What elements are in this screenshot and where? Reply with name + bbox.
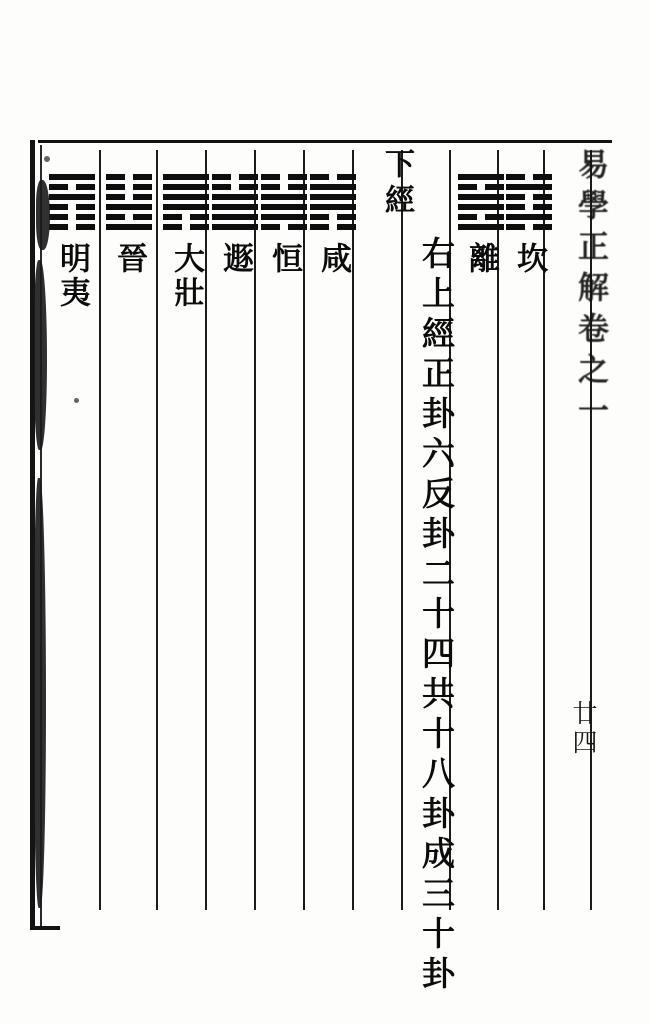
hexagram-entry (103, 172, 155, 276)
ink-smudge (34, 478, 46, 908)
yang-line (458, 174, 504, 180)
yang-line (106, 204, 152, 210)
ink-speck (74, 398, 79, 403)
hexagram-name: 明夷 (54, 242, 90, 310)
yin-line (49, 184, 95, 190)
hexagram-figure (212, 172, 258, 234)
yang-line (506, 214, 552, 220)
hexagram-entry (209, 172, 261, 276)
yang-line (163, 174, 209, 180)
yin-line (106, 174, 152, 180)
ink-smudge (36, 180, 50, 250)
yang-line (261, 194, 307, 200)
yang-line (212, 224, 258, 230)
yang-line (261, 204, 307, 210)
hexagram-figure (49, 172, 95, 234)
column-rule-10 (156, 150, 158, 910)
hexagram-entry (455, 172, 507, 276)
hexagram-entry (503, 172, 555, 276)
yin-line (106, 184, 152, 190)
yin-line (261, 174, 307, 180)
yang-line (212, 194, 258, 200)
column-rule-11 (99, 150, 101, 910)
yin-line (163, 214, 209, 220)
spine-title: 易學正解卷之一 (572, 148, 608, 435)
hexagram-name: 坎 (511, 242, 547, 276)
yin-line (106, 194, 152, 200)
column-rule-5 (401, 150, 403, 910)
yang-line (49, 194, 95, 200)
yin-line (261, 184, 307, 190)
hexagram-name: 遯 (217, 242, 253, 276)
yin-line (506, 204, 552, 210)
yang-line (310, 194, 356, 200)
frame-bottom-rule (30, 926, 60, 930)
hexagram-entry (46, 172, 98, 310)
yin-line (506, 174, 552, 180)
ink-speck (44, 156, 50, 162)
hexagram-name: 咸 (315, 242, 351, 276)
yang-line (163, 184, 209, 190)
hexagram-name: 離 (463, 242, 499, 276)
yang-line (458, 204, 504, 210)
yang-line (212, 204, 258, 210)
yang-line (163, 204, 209, 210)
hexagram-name: 大壯 (168, 242, 204, 310)
folio-number: 廿四 (569, 700, 598, 758)
hexagram-figure (506, 172, 552, 234)
hexagram-name: 晉 (111, 242, 147, 276)
hexagram-entry (258, 172, 310, 276)
yang-line (506, 184, 552, 190)
yin-line (49, 224, 95, 230)
section-heading: 下經 (379, 148, 414, 220)
hexagram-figure (163, 172, 209, 234)
yin-line (310, 174, 356, 180)
yin-line (458, 214, 504, 220)
hexagram-figure (310, 172, 356, 234)
yin-line (212, 174, 258, 180)
yang-line (163, 194, 209, 200)
hexagram-figure (458, 172, 504, 234)
yin-line (506, 224, 552, 230)
yin-line (506, 194, 552, 200)
yin-line (49, 204, 95, 210)
yin-line (458, 184, 504, 190)
hexagram-entry (307, 172, 359, 276)
yin-line (49, 214, 95, 220)
yang-line (212, 214, 258, 220)
hexagram-figure (106, 172, 152, 234)
yin-line (163, 224, 209, 230)
yang-line (49, 174, 95, 180)
yin-line (310, 224, 356, 230)
frame-top-rule (38, 140, 612, 143)
annotation-text: 右上經正卦六反卦二十四共十八卦成三十卦 (417, 236, 456, 996)
yang-line (310, 204, 356, 210)
hexagram-name: 恒 (266, 242, 302, 276)
hexagram-entry (160, 172, 212, 310)
yang-line (458, 194, 504, 200)
hexagram-figure (261, 172, 307, 234)
yin-line (212, 184, 258, 190)
yang-line (261, 214, 307, 220)
yang-line (458, 224, 504, 230)
yin-line (106, 214, 152, 220)
yang-line (310, 184, 356, 190)
yin-line (310, 214, 356, 220)
yang-line (106, 224, 152, 230)
yin-line (261, 224, 307, 230)
